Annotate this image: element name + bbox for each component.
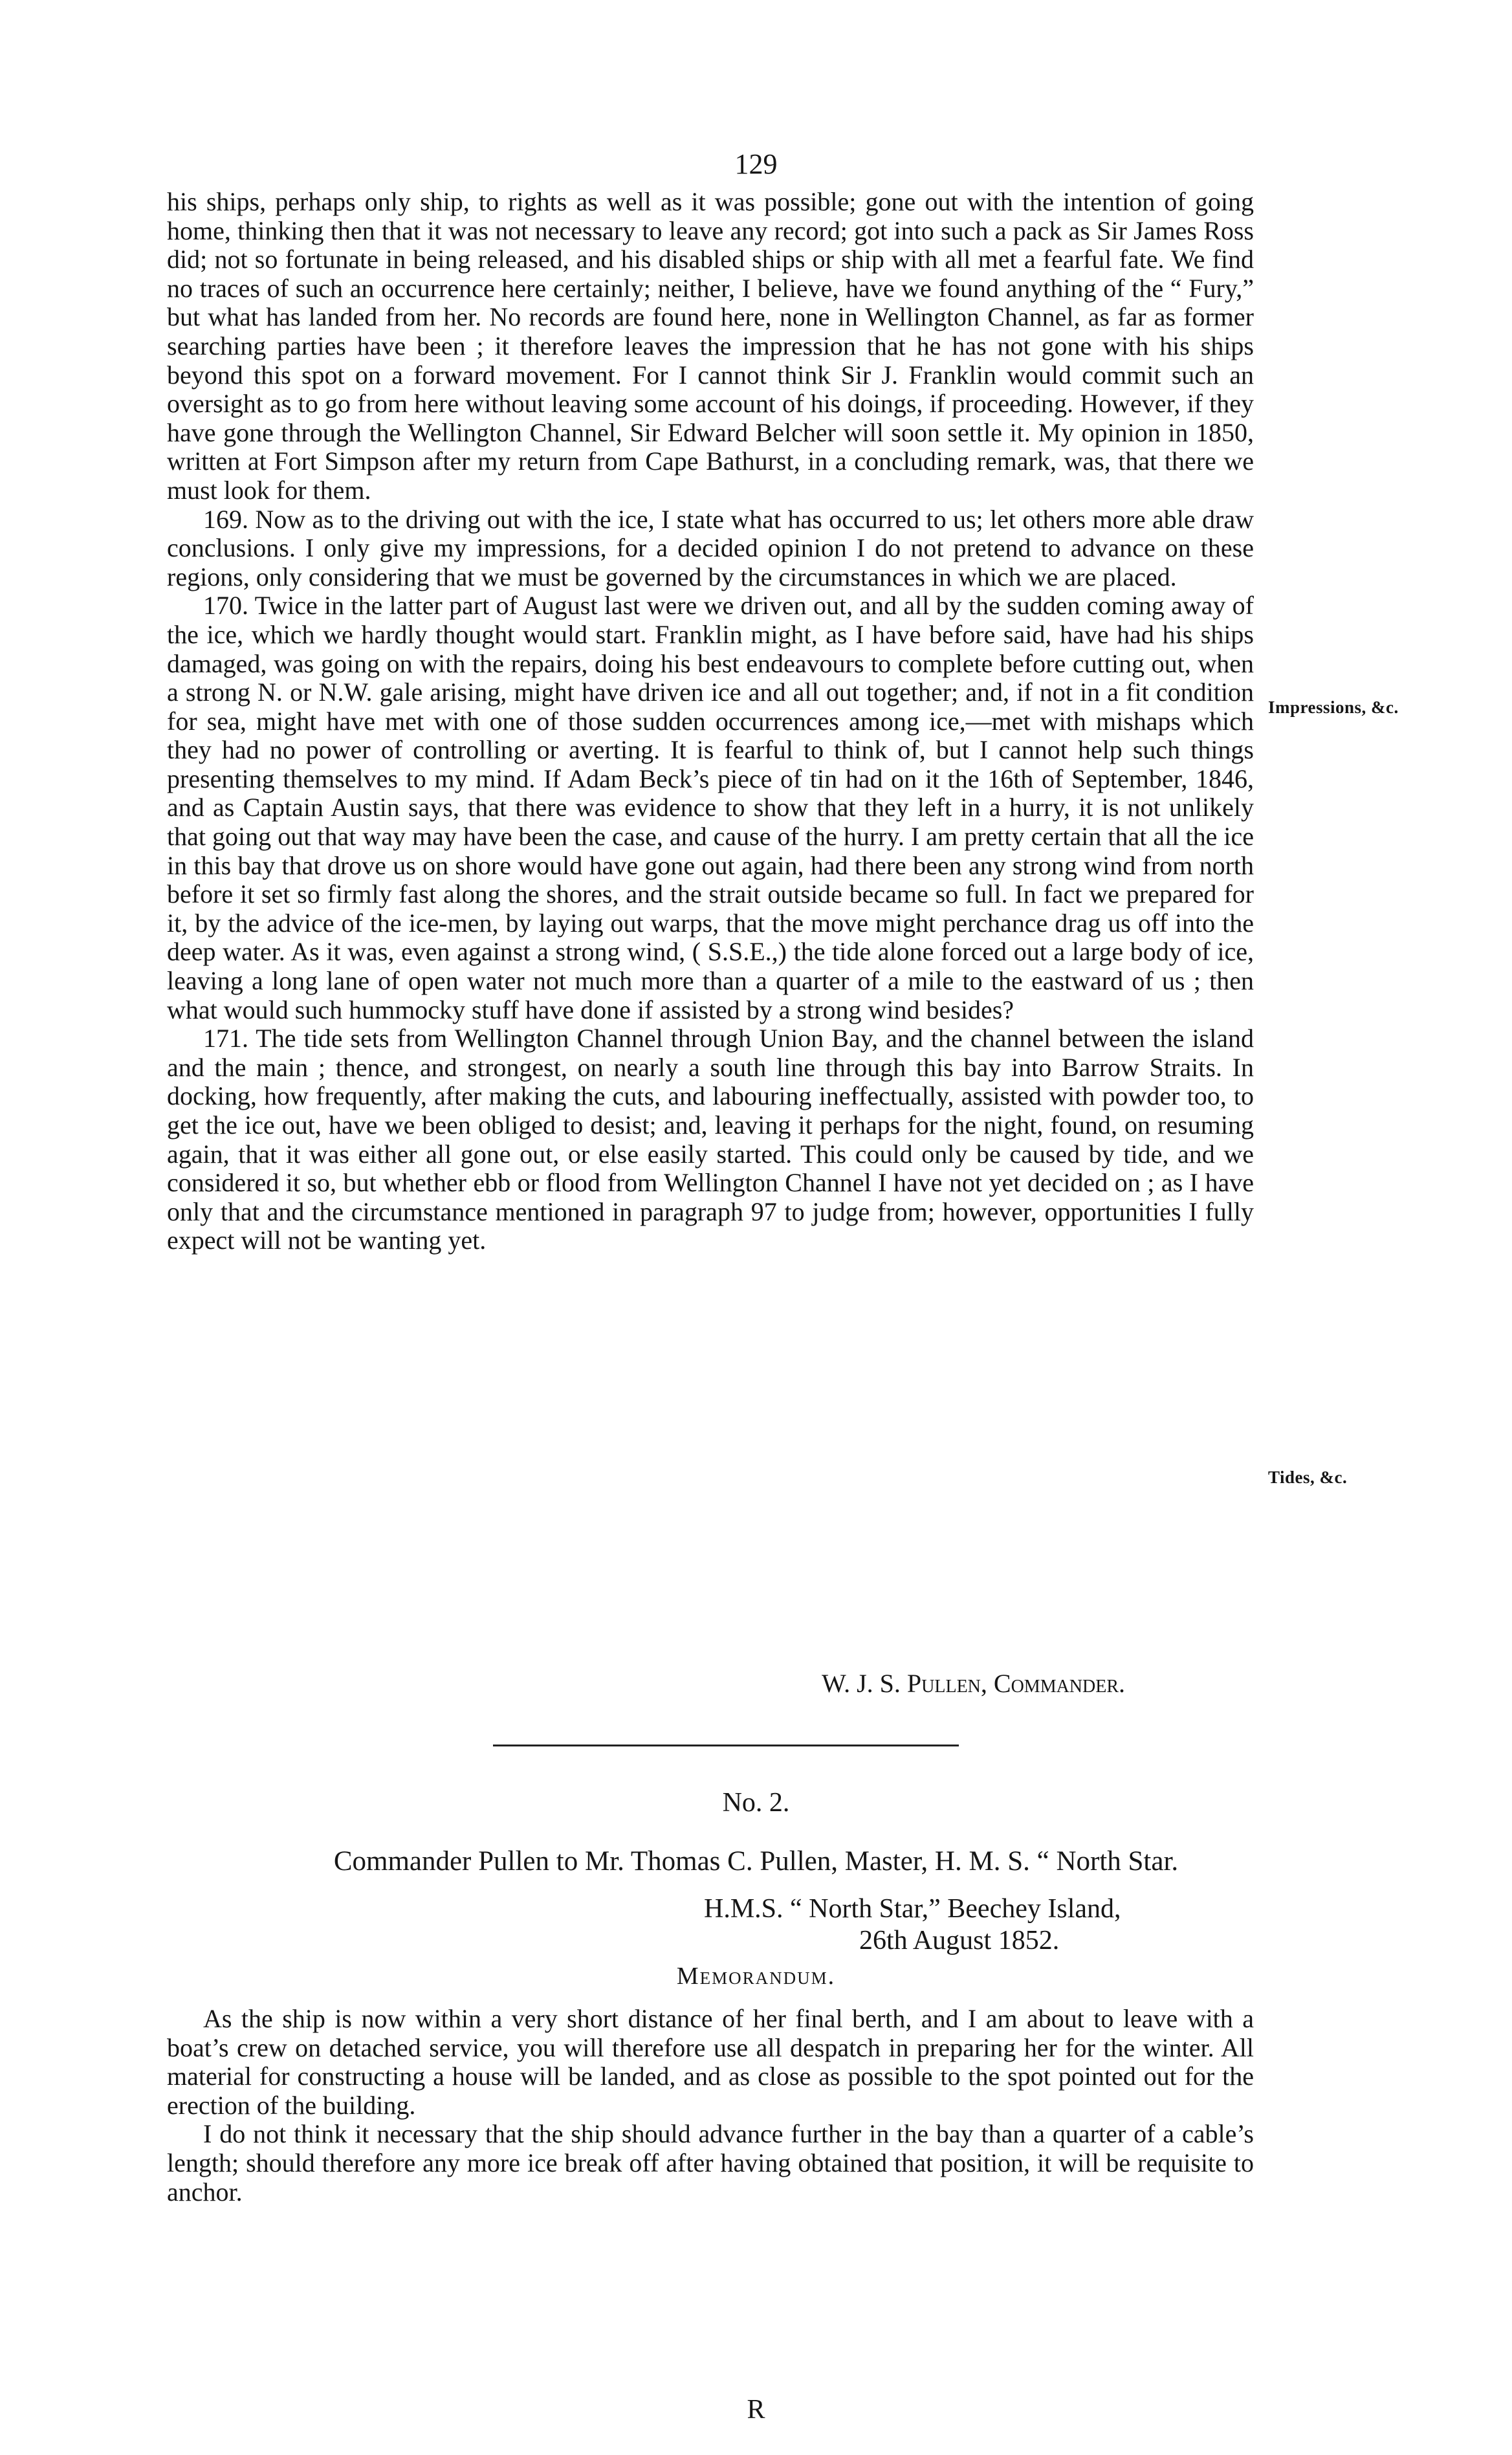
memorandum-text-block [167,2005,1254,2207]
memo-paragraph: As the ship is now within a very short distance of her final berth, and I am about to leave with a boat’s crew on detached service, you will therefore use all despatch in preparing her for the winter. All material for constructing a house will be landed, and as close as possible to the spot pointed out for the erection of the building. [167,2004,1254,2120]
section-number: No. 2. [722,1788,790,1818]
paragraph-continuation: his ships, perhaps only ship, to rights as well as it was possible; gone out with the intention of going home, thinking then that it was not necessary to leave any record; got into such a pack as Sir James Ross did; not so fortunate in being released, and his disabled ships or ship with all met a fearful fate. We find no traces of such an occurrence here certainly; neither, I believe, have we found anything of the “ Fury,” but what has landed from her. No records are found here, none in Wellington Channel, as far as former searching parties have been ; it therefore leaves the impression that he has not gone with his ships beyond this spot on a forward movement. For I cannot think Sir J. Franklin would commit such an oversight as to go from here without leaving some account of his doings, if proceeding. However, if they have gone through the Wellington Channel, Sir Edward Belcher will soon settle it. My opinion in 1850, written at Fort Simpson after my return from Cape Bathurst, in a concluding remark, was, that there we must look for them. [167,187,1254,505]
paragraph-169: 169. Now as to the driving out with the ice, I state what has occurred to us; let others more able draw conclusions. I only give my impressions, for a decided opinion I do not pretend to advance on these regions, only considering that we must be governed by the circumstances in which we are placed. [167,504,1254,591]
memorandum-title: Memorandum. [676,1963,836,1990]
margin-note-impressions: Impressions, &c. [1268,698,1399,717]
signature: W. J. S. Pullen, Commander. [822,1669,1126,1698]
main-text-block [167,188,1254,1255]
signature-mark: R [747,2395,765,2425]
paragraph-170: 170. Twice in the latter part of August last were we driven out, and all by the sudden coming away of the ice, which we hardly thought would start. Franklin might, as I have before said, have had his ships damaged, was going on with the repairs, doing his best endeavours to complete before cutting out, when a strong N. or N.W. gale arising, might have driven ice and all out together; and, if not in a fit condition for sea, might have met with one of those sudden occurrences among ice,—met with mishaps which they had no power of controlling or averting. It is fearful to think of, but I cannot help such things presenting themselves to my mind. If Adam Beck’s piece of tin had on it the 16th of September, 1846, and as Captain Austin says, that there was evidence to show that they left in a hurry, it is not unlikely that going out that way may have been the case, and cause of the hurry. I am pretty certain that all the ice in this bay that drove us on shore would have gone out again, had there been any strong wind from north before it set so firmly fast along the shores, and the strait outside became so full. In fact we prepared for it, by the advice of the ice-men, by laying out warps, that the move might perchance drag us off into the deep water. As it was, even against a strong wind, ( S.S.E.,) the tide alone forced out a large body of ice, leaving a long lane of open water not much more than a quarter of a mile to the eastward of us ; then what would such hummocky stuff have done if assisted by a strong wind besides? [167,591,1254,1024]
paragraph-171: 171. The tide sets from Wellington Channel through Union Bay, and the channel between the island and the main ; thence, and strongest, on nearly a south line through this bay into Barrow Straits. In docking, how frequently, after making the cuts, and labouring ineffectually, assisted with powder too, to get the ice out, have we been obliged to desist; and, leaving it perhaps for the night, found, on resuming again, that it was either all gone out, or else easily started. This could only be caused by tide, and we considered it so, but whether ebb or flood from Wellington Channel I have not yet decided on ; as I have only that and the circumstance mentioned in paragraph 97 to judge from; however, opportunities I fully expect will not be wanting yet. [167,1024,1254,1255]
section-divider [493,1745,959,1746]
page-number: 129 [734,148,778,180]
margin-note-tides: Tides, &c. [1268,1468,1348,1487]
document-heading: Commander Pullen to Mr. Thomas C. Pullen, Master, H. M. S. “ North Star. [333,1846,1179,1877]
memo-paragraph: I do not think it necessary that the ship should advance further in the bay than a quarter of a cable’s length; should therefore any more ice break off after having obtained that position, it will be requisite to anchor. [167,2119,1254,2207]
address-line-1: H.M.S. “ North Star,” Beechey Island, [704,1894,1121,1924]
address-date: 26th August 1852. [859,1926,1060,1955]
